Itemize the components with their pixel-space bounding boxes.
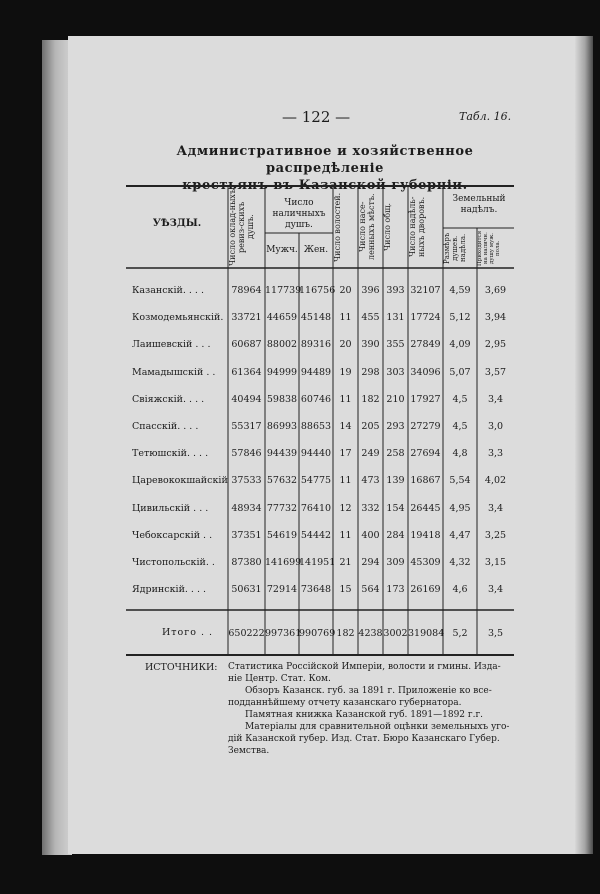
cell-dvor: 26445 <box>410 502 441 514</box>
cell-razm: 5,07 <box>449 366 471 378</box>
total-razm: 5,2 <box>452 628 468 639</box>
cell-dvor: 16867 <box>410 475 441 487</box>
cell-nas: 390 <box>361 339 380 351</box>
header-razmer-nadela: Размѣръ душев. надѣла. <box>443 232 467 264</box>
district-name: Свіяжскій. . . . <box>132 393 205 405</box>
district-name: Чистопольскій. . <box>132 557 215 568</box>
cell-dvor: 27849 <box>410 339 441 351</box>
cell-vol: 19 <box>339 366 352 378</box>
cell-obsh: 139 <box>386 475 405 487</box>
cell-nas: 182 <box>361 393 380 405</box>
total-muzh: 997361 <box>265 628 302 639</box>
cell-razm: 4,47 <box>449 529 471 541</box>
header-naselennyh-mest: Число насе-ленныхъ мѣстъ. <box>358 193 376 261</box>
cell-razm: 5,54 <box>449 475 471 487</box>
cell-zhen: 88653 <box>300 421 332 432</box>
cell-okl: 55317 <box>231 421 262 432</box>
cell-zhen: 54775 <box>300 475 332 487</box>
source-line-1: Статистика Россійской Имперіи, волости и гмины. Изда- <box>228 662 501 672</box>
cell-dvor: 19418 <box>410 529 441 541</box>
cell-dvor: 17724 <box>410 312 441 324</box>
total-dvor: 319084 <box>408 628 445 639</box>
cell-dvor: 32107 <box>410 285 441 296</box>
cell-nas: 564 <box>361 584 380 596</box>
cell-zhen: 89316 <box>300 339 332 351</box>
district-name: Чебоксарскій . . <box>132 529 213 541</box>
cell-obsh: 393 <box>386 285 405 296</box>
cell-okl: 40494 <box>231 393 262 405</box>
title-line-2: крестьянъ въ Казанской губерніи. <box>182 178 468 193</box>
cell-prih: 3,15 <box>484 557 507 568</box>
cell-zhen: 94489 <box>300 366 332 378</box>
cell-okl: 37533 <box>231 475 262 487</box>
cell-nas: 249 <box>361 448 380 460</box>
cell-prih: 3,3 <box>487 448 504 460</box>
cell-vol: 12 <box>339 502 352 514</box>
cell-muzh: 94439 <box>266 448 298 460</box>
cell-muzh: 77732 <box>266 502 298 514</box>
cell-muzh: 86993 <box>266 421 298 432</box>
cell-obsh: 303 <box>386 366 405 378</box>
sources-label: ИСТОЧНИКИ: <box>145 662 218 673</box>
source-line-3: Обзоръ Казанск. губ. за 1891 г. Приложеніе ко все- <box>245 686 492 696</box>
cell-prih: 4,02 <box>484 475 507 487</box>
cell-prih: 3,0 <box>487 421 504 432</box>
cell-vol: 11 <box>339 393 352 405</box>
cell-dvor: 34096 <box>410 366 441 378</box>
cell-dvor: 17927 <box>410 393 441 405</box>
cell-nas: 332 <box>361 502 380 514</box>
page-number: — 122 — <box>282 108 351 126</box>
cell-prih: 3,69 <box>484 285 507 296</box>
header-okladnyh-dush: Число оклад-ныхъ ревиз-скихъ душъ. <box>228 188 255 266</box>
cell-razm: 4,32 <box>449 557 471 568</box>
cell-razm: 4,09 <box>449 339 471 351</box>
cell-vol: 14 <box>339 421 352 432</box>
cell-zhen: 141951 <box>299 557 336 568</box>
cell-nas: 205 <box>361 421 380 432</box>
total-vol: 182 <box>336 628 355 639</box>
cell-vol: 11 <box>339 312 352 324</box>
header-uezdy: УѢЗДЫ. <box>152 218 202 229</box>
cell-nas: 294 <box>361 557 380 568</box>
cell-okl: 50631 <box>231 584 262 596</box>
cell-dvor: 45309 <box>410 557 441 568</box>
cell-muzh: 59838 <box>266 393 298 405</box>
cell-razm: 5,12 <box>449 312 471 324</box>
cell-obsh: 210 <box>386 393 405 405</box>
title-line-1: Административное и хозяйственное распредѣленіе <box>176 144 474 176</box>
total-prih: 3,5 <box>487 628 504 639</box>
cell-okl: 60687 <box>231 339 262 351</box>
cell-dvor: 26169 <box>410 584 441 596</box>
cell-nas: 473 <box>361 475 380 487</box>
cell-obsh: 355 <box>386 339 405 351</box>
district-name: Тетюшскій. . . . <box>132 448 209 460</box>
cell-razm: 4,5 <box>452 421 468 432</box>
cell-vol: 11 <box>339 529 352 541</box>
cell-muzh: 94999 <box>266 366 298 378</box>
cell-muzh: 141699 <box>265 557 302 568</box>
total-obsh: 3002 <box>383 628 408 639</box>
cell-zhen: 60746 <box>300 393 332 405</box>
total-label: Итого . . <box>162 627 214 638</box>
cell-prih: 3,25 <box>484 529 507 541</box>
district-name: Казанскій. . . . <box>132 285 204 296</box>
source-line-2: ніе Центр. Стат. Ком. <box>228 674 331 684</box>
cell-nas: 455 <box>361 312 380 324</box>
cell-muzh: 44659 <box>266 312 298 324</box>
cell-prih: 3,57 <box>484 366 507 378</box>
cell-muzh: 88002 <box>266 339 298 351</box>
header-zemelny-nadel: Земельный надѣлъ. <box>452 194 506 215</box>
district-name: Царевококшайскій <box>132 475 228 487</box>
source-line-7: дій Казанской губер. Изд. Стат. Бюро Казанскаго Губер. <box>228 734 500 744</box>
cell-muzh: 117739 <box>265 285 302 296</box>
cell-zhen: 116756 <box>299 285 336 296</box>
cell-okl: 78964 <box>231 285 262 296</box>
header-obshchin: Число общ. <box>383 202 392 252</box>
source-line-5: Памятная книжка Казанской губ. 1891—1892 г.г. <box>245 710 484 720</box>
cell-obsh: 258 <box>386 448 405 460</box>
cell-okl: 87380 <box>231 557 262 568</box>
total-nas: 4238 <box>358 628 383 639</box>
cell-vol: 15 <box>339 584 352 596</box>
cell-okl: 37351 <box>231 529 262 541</box>
district-name: Лаишевскій . . . <box>132 339 211 351</box>
header-volostey: Число волостей. <box>333 192 342 262</box>
cell-razm: 4,6 <box>452 584 468 596</box>
cell-muzh: 72914 <box>266 584 298 596</box>
cell-razm: 4,8 <box>452 448 468 460</box>
cell-okl: 48934 <box>231 502 262 514</box>
cell-razm: 4,59 <box>449 285 471 296</box>
cell-obsh: 131 <box>386 312 405 324</box>
table-label: Табл. 16. <box>459 110 512 123</box>
header-prihoditsya: Приходится на наличн. душу муж. пола. <box>477 230 501 266</box>
cell-zhen: 76410 <box>300 502 332 514</box>
cell-razm: 4,95 <box>449 502 471 514</box>
cell-obsh: 154 <box>386 502 405 514</box>
district-name: Козмодемьянскій. <box>132 312 224 324</box>
cell-obsh: 309 <box>386 557 405 568</box>
total-zhen: 990769 <box>299 628 336 639</box>
cell-vol: 17 <box>339 448 352 460</box>
cell-obsh: 173 <box>386 584 405 596</box>
cell-dvor: 27694 <box>410 448 441 460</box>
header-zhen: Жен. <box>303 245 329 255</box>
source-line-6: Матеріалы для сравнительной оцѣнки земельныхъ уго- <box>245 722 510 732</box>
cell-prih: 3,94 <box>484 312 507 324</box>
cell-vol: 20 <box>339 339 352 351</box>
header-muzh: Мужч. <box>266 245 298 255</box>
cell-vol: 21 <box>339 557 352 568</box>
cell-razm: 4,5 <box>452 393 468 405</box>
cell-dvor: 27279 <box>410 421 441 432</box>
cell-prih: 3,4 <box>487 393 504 405</box>
cell-okl: 33721 <box>231 312 262 324</box>
header-nalichnyh-dush: Число наличныхъ душъ. <box>272 198 326 230</box>
header-nadelnyh-dvorov: Число надѣль-ныхъ дворовъ. <box>408 196 426 258</box>
cell-muzh: 57632 <box>266 475 298 487</box>
cell-obsh: 284 <box>386 529 405 541</box>
cell-okl: 57846 <box>231 448 262 460</box>
cell-prih: 2,95 <box>484 339 507 351</box>
cell-prih: 3,4 <box>487 584 504 596</box>
cell-vol: 11 <box>339 475 352 487</box>
district-name: Цивильскій . . . <box>132 502 209 514</box>
district-name: Мамадышскій . . <box>132 366 216 378</box>
cell-muzh: 54619 <box>266 529 298 541</box>
district-name: Спасскій. . . . <box>132 421 199 432</box>
cell-zhen: 54442 <box>300 529 332 541</box>
cell-zhen: 94440 <box>300 448 332 460</box>
cell-nas: 396 <box>361 285 380 296</box>
source-line-8: Земства. <box>228 746 270 756</box>
cell-prih: 3,4 <box>487 502 504 514</box>
district-name: Ядринскій. . . . <box>132 584 207 596</box>
total-okl: 650222 <box>228 628 265 639</box>
cell-okl: 61364 <box>231 366 262 378</box>
cell-vol: 20 <box>339 285 352 296</box>
cell-zhen: 73648 <box>300 584 332 596</box>
cell-nas: 400 <box>361 529 380 541</box>
cell-nas: 298 <box>361 366 380 378</box>
cell-obsh: 293 <box>386 421 405 432</box>
cell-zhen: 45148 <box>300 312 332 324</box>
source-line-4: подданнѣйшему отчету казанскаго губернатора. <box>228 698 462 708</box>
